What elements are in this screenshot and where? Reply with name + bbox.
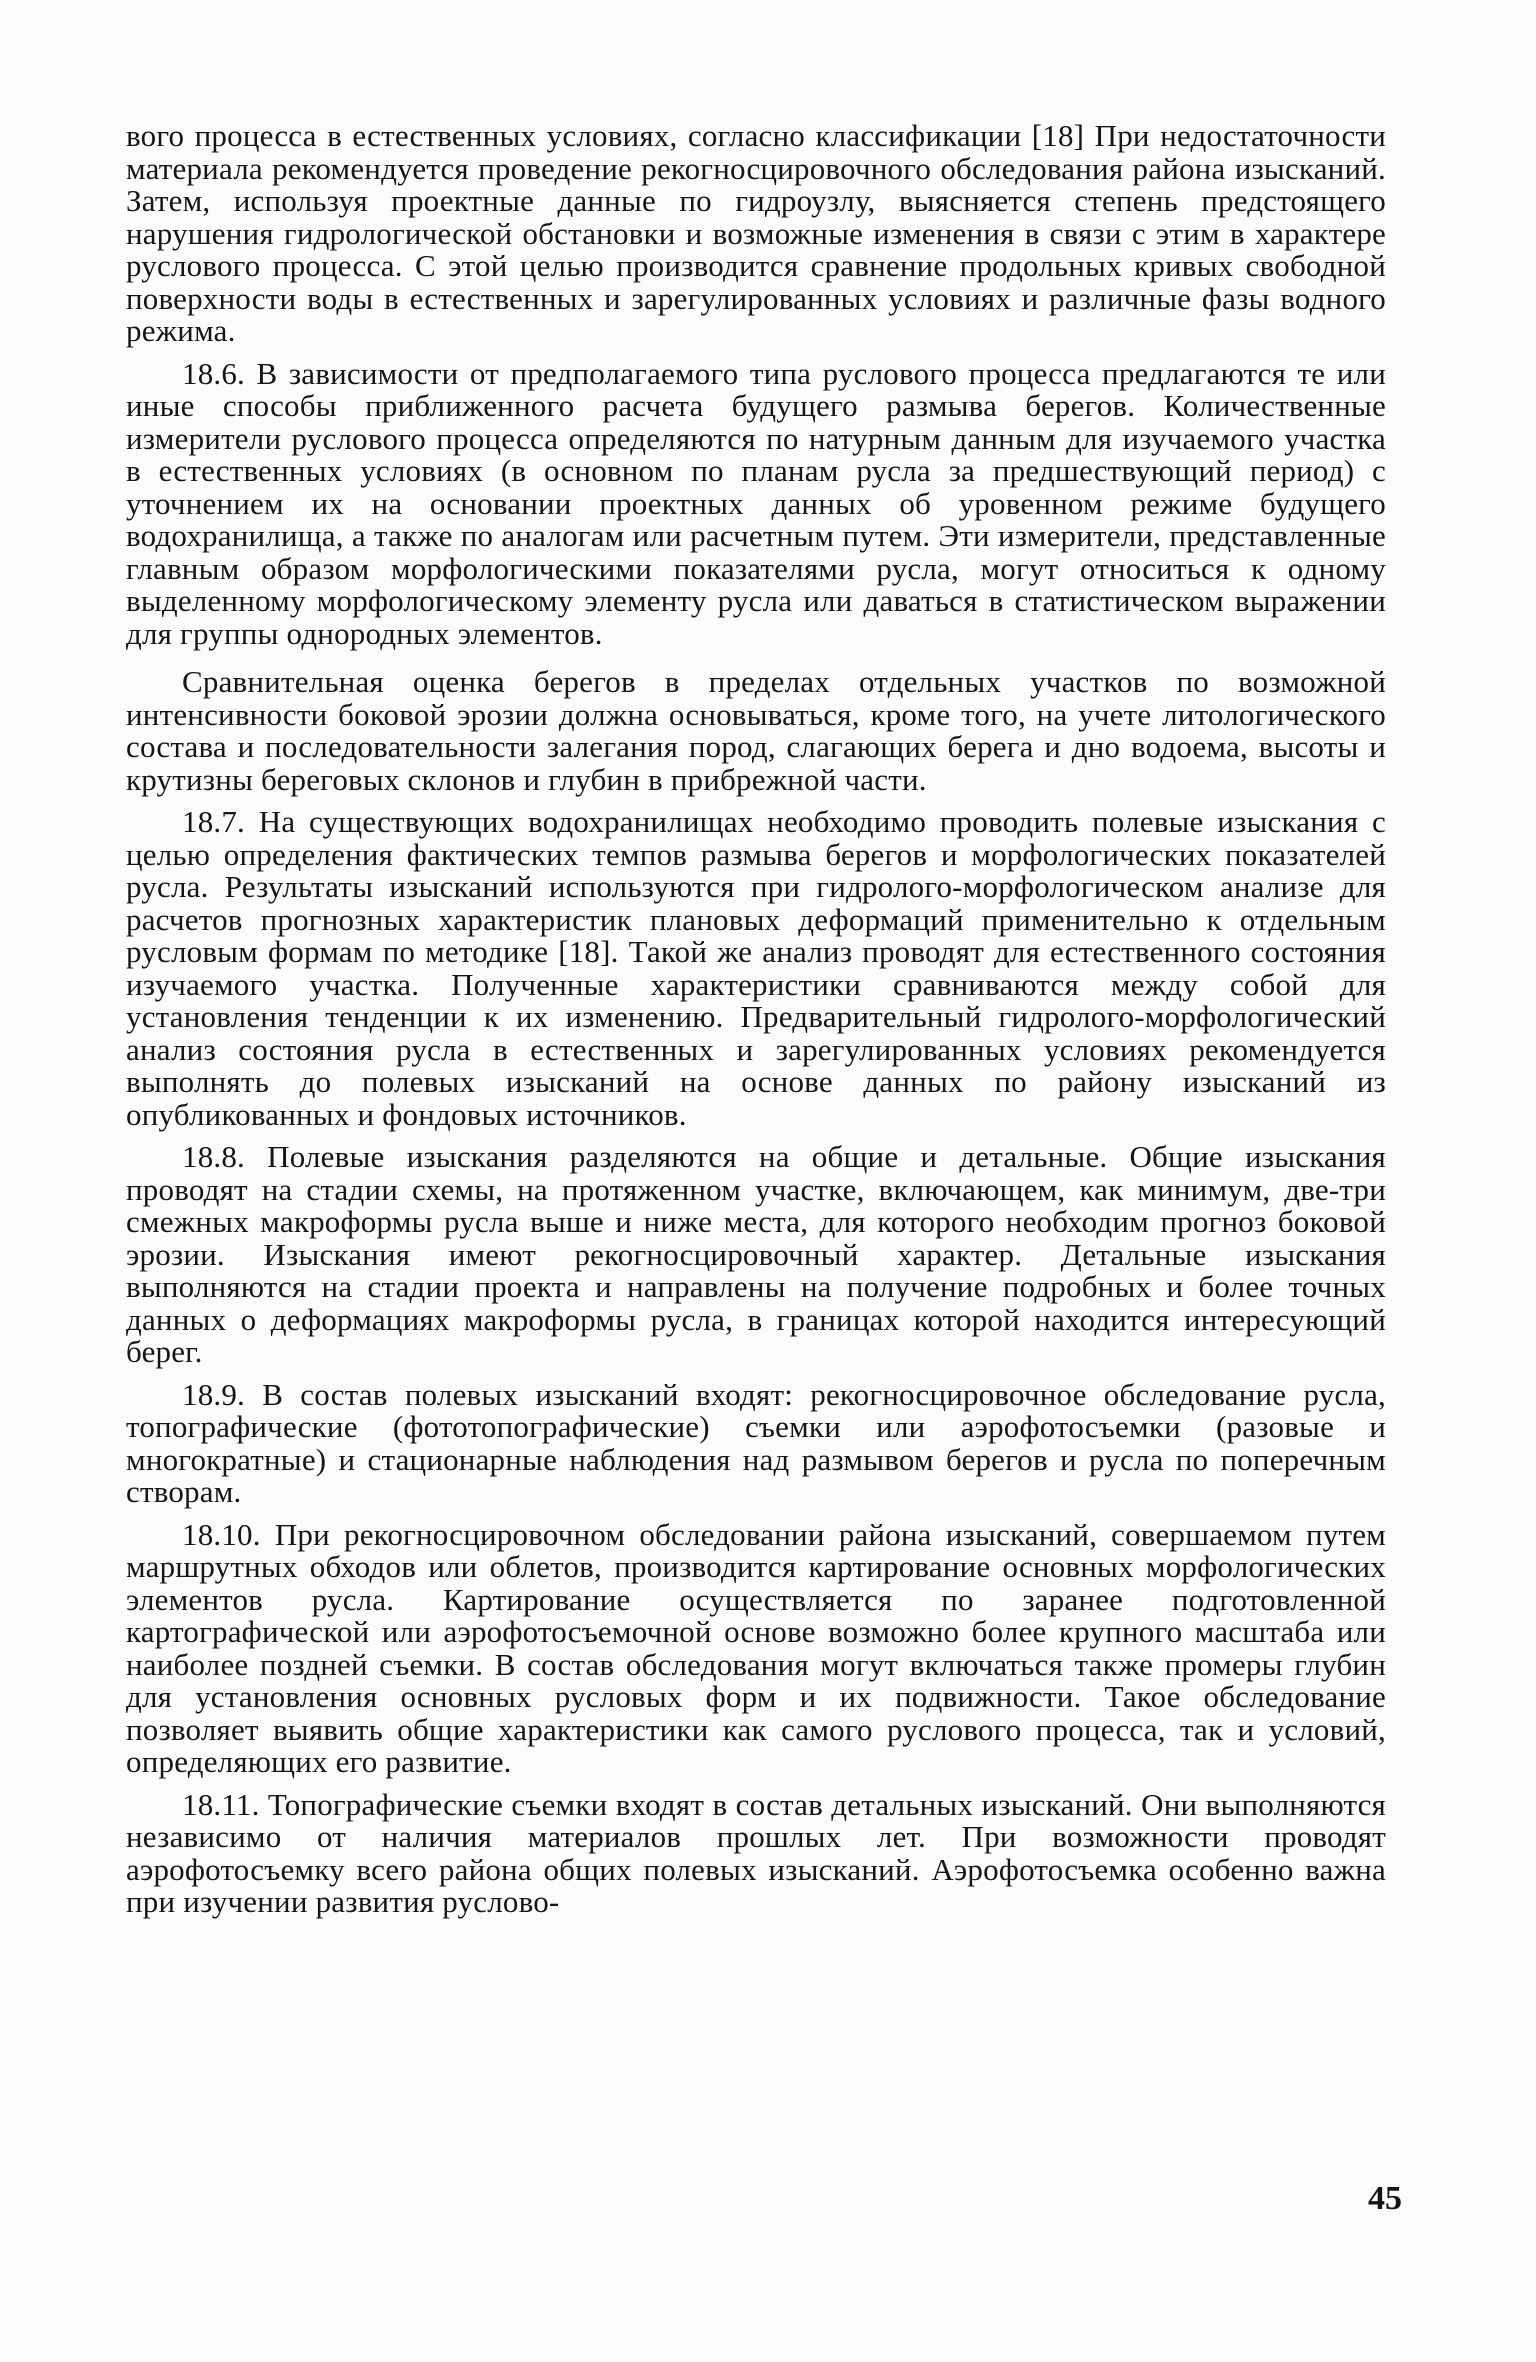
- paragraph-18-7: 18.7. На существующих водохранилищах необходимо проводить полевые изыскания с целью определения фактических темпов размыва берегов и морфологических показателей русла. Результаты изысканий используются при гидролого-морфологическом анализе для расчетов прогнозных характеристик плановых деформаций применительно к отдельным русловым формам по методике [18]. Такой же анализ проводят для естественного состояния изучаемого участка. Полученные характеристики сравниваются между собой для установления тенденции к их изменению. Предварительный гидролого-морфологический анализ состояния русла в естественных и зарегулированных условиях рекомендуется выполнять до полевых изысканий на основе данных по району изысканий из опубликованных и фондовых источников.: [126, 804, 1386, 1132]
- paragraph-18-6: 18.6. В зависимости от предполагаемого типа руслового процесса предлагаются те или иные способы приближенного расчета будущего размыва берегов. Количественные измерители руслового процесса определяются по натурным данным для изучаемого участка в естественных условиях (в основном по планам русла за предшествующий период) с уточнением их на основании проектных данных об уровенном режиме будущего водохранилища, а также по аналогам или расчетным путем. Эти измерители, представленные главным образом морфологическими показателями русла, могут относиться к одному выделенному морфологическому элементу русла или даваться в статистическом выражении для группы однородных элементов.: [126, 355, 1386, 651]
- page-number: 45: [1368, 2180, 1402, 2217]
- paragraph-bank-assessment: Сравнительная оценка берегов в пределах отдельных участков по возможной интенсивности боковой эрозии должна основываться, кроме того, на учете литологического состава и последовательности залегания пород, слагающих берега и дно водоема, высоты и крутизны береговых склонов и глубин в прибрежной части.: [126, 664, 1386, 797]
- paragraph-18-10: 18.10. При рекогносцировочном обследовании района изысканий, совершаемом путем маршрутных обходов или облетов, производится картирование основных морфологических элементов русла. Картирование осуществляется по заранее подготовленной картографической или аэрофотосъемочной основе возможно более крупного масштаба или наиболее поздней съемки. В состав обследования могут включаться также промеры глубин для установления основных русловых форм и их подвижности. Такое обследование позволяет выявить общие характеристики как самого руслового процесса, так и условий, определяющих его развитие.: [126, 1516, 1386, 1779]
- paragraph-18-8: 18.8. Полевые изыскания разделяются на общие и детальные. Общие изыскания проводят на стадии схемы, на протяженном участке, включающем, как минимум, две-три смежных макроформы русла выше и ниже места, для которого необходим прогноз боковой эрозии. Изыскания имеют рекогносцировочный характер. Детальные изыскания выполняются на стадии проекта и направлены на получение подробных и более точных данных о деформациях макроформы русла, в границах которой находится интересующий берег.: [126, 1139, 1386, 1369]
- paragraph-continuation: вого процесса в естественных условиях, согласно классификации [18] При недостаточности материала рекомендуется проведение рекогносцировочного обследования района изысканий. Затем, используя проектные данные по гидроузлу, выясняется степень предстоящего нарушения гидрологической обстановки и возможные изменения в связи с этим в характере руслового процесса. С этой целью производится сравнение продольных кривых свободной поверхности воды в естественных и зарегулированных условиях и различные фазы водного режима.: [126, 118, 1386, 348]
- paragraph-18-9: 18.9. В состав полевых изысканий входят: рекогносцировочное обследование русла, топографические (фототопографические) съемки или аэрофотосъемки (разовые и многократные) и стационарные наблюдения над размывом берегов и русла по поперечным створам.: [126, 1376, 1386, 1509]
- body-text: [126, 120, 1386, 1929]
- paragraph-18-11: 18.11. Топографические съемки входят в состав детальных изысканий. Они выполняются независимо от наличия материалов прошлых лет. При возможности проводят аэрофотосъемку всего района общих полевых изысканий. Аэрофотосъемка особенно важна при изучении развития руслово-: [126, 1786, 1386, 1919]
